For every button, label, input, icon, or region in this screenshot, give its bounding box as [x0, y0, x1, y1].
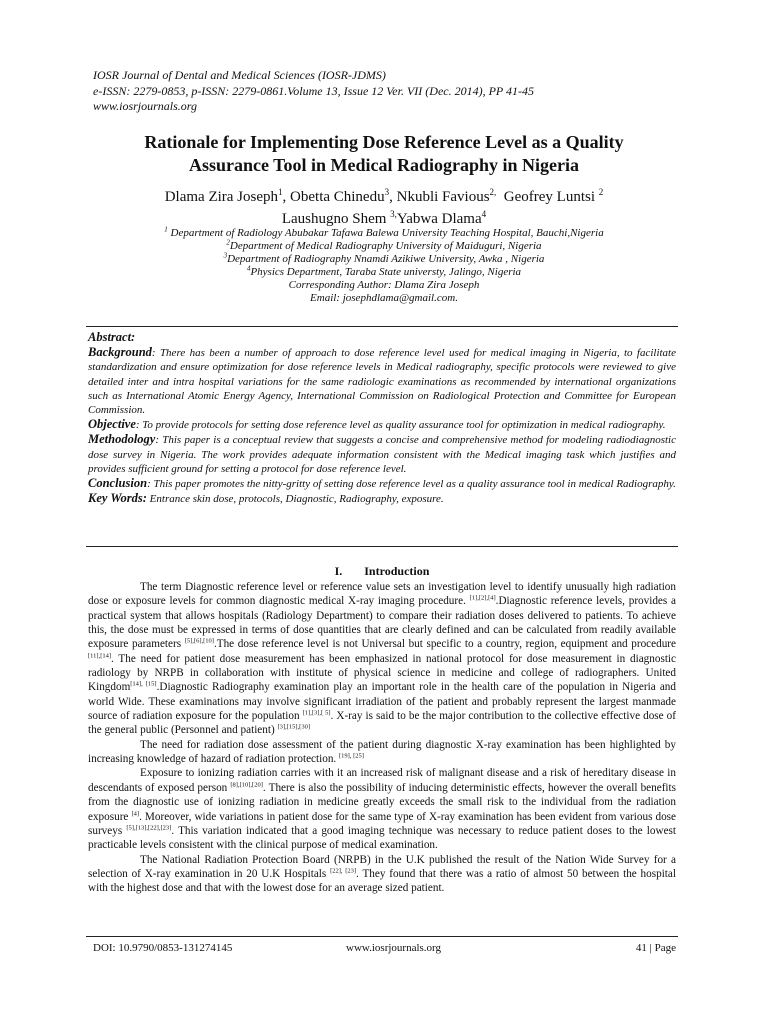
divider-footer: [86, 936, 678, 937]
divider-abstract: [86, 546, 678, 547]
author-sep: ,: [389, 189, 397, 205]
paper-title: [80, 131, 688, 177]
author-name: Nkubli Favious: [396, 189, 490, 205]
author-sup: 3,: [390, 209, 397, 219]
citation-ref: [4]: [131, 809, 140, 817]
objective-label: Objective: [88, 417, 136, 432]
affiliation-line: [80, 253, 688, 266]
methodology-text: : This paper is a conceptual review that suggests a concise and comprehensive method for modeling radiodiagnostic dose survey in Nigeria. The work provides adequate information consistent with the Medical imaging task which justifies and provides sufficient ground for setting a protocol for dose reference level.: [88, 434, 676, 475]
conclusion-label: Conclusion: [88, 476, 148, 491]
paragraph-text: . This variation indicated that a good imaging technique was necessary to reduce patient doses to the lowest practicable levels consistent with the clinical purpose of medical examination.: [88, 824, 676, 852]
body-text: [88, 580, 676, 896]
author-name: Obetta Chinedu: [290, 189, 385, 205]
citation-ref: [1],[3],[ 5]: [302, 709, 331, 717]
divider-top: [86, 326, 678, 327]
journal-issn: e-ISSN: 2279-0853, p-ISSN: 2279-0861.Volume 13, Issue 12 Ver. VII (Dec. 2014), PP 41-45: [93, 83, 535, 98]
author-sup: 1: [278, 187, 283, 197]
paragraph-text: The term Diagnostic reference level or reference value sets an investigation level to identify unusually high radiation dose or exposure levels for common diagnostic medical X-ray imaging procedure.: [88, 581, 676, 608]
authors-line-1: [80, 186, 688, 208]
citation-ref: [5],[6],[10]: [184, 637, 214, 645]
citation-ref: [3],[15],[30]: [277, 723, 310, 731]
citation-ref: [8],[10],[20]: [230, 781, 263, 789]
conclusion-text: : This paper promotes the nitty-gritty of setting dose reference level as a quality assurance tool in medical Radiography.: [147, 478, 676, 491]
body-paragraph: [88, 580, 676, 738]
abstract-methodology: [88, 432, 676, 476]
paragraph-text: The National Radiation Protection Board (NRPB) in the U.K published the result of the Nation Wide Survey for a selection of X-ray examination in 20 U.K Hospitals: [88, 853, 676, 880]
affiliation-text: Department of Radiology Abubakar Tafawa Balewa University Teaching Hospital, Bauchi,Nigeria: [167, 227, 604, 239]
abstract-conclusion: [88, 476, 676, 491]
paragraph-text: . There is also the possibility of inducing deterministic effects, however the overall benefits from the diagnostic use of ionizing radiation in medicine greatly exceeds the small risk to the individual from the radiation exposure: [88, 781, 676, 823]
corresponding-author: Corresponding Author: Dlama Zira Joseph: [288, 279, 480, 291]
author-sep: ,: [282, 189, 291, 205]
journal-site[interactable]: www.iosrjournals.org: [93, 99, 198, 113]
keywords-text: Entrance skin dose, protocols, Diagnostic, Radiography, exposure.: [146, 493, 444, 506]
affiliation-line: [80, 266, 688, 279]
author-name: Geofrey Luntsi: [503, 189, 599, 205]
body-paragraph: [88, 738, 676, 767]
section-heading: [88, 564, 676, 579]
footer-site[interactable]: www.iosrjournals.org: [346, 942, 442, 954]
background-label: Background: [88, 345, 152, 360]
author-list: [80, 186, 688, 230]
affiliation-sup: 2: [226, 238, 230, 247]
footer-page-number: 41 | Page: [635, 942, 676, 954]
journal-header: [93, 68, 534, 115]
abstract-background: [88, 345, 676, 417]
author-name: Dlama Zira Joseph: [164, 189, 279, 205]
affiliation-text: Department of Radiography Nnamdi Azikiwe University, Awka , Nigeria: [227, 253, 545, 265]
affiliation-sup: 1: [164, 225, 168, 234]
journal-name: IOSR Journal of Dental and Medical Sciences (IOSR-JDMS): [93, 68, 386, 82]
affiliations: [80, 227, 688, 305]
background-text: : There has been a number of approach to dose reference level used for medical imaging in Nigeria, to facilitate standardization and ensure optimization for dose reference levels in Medical radiography, specific protocols were reviewed to give detailed inter and intra hospital variations for the same radiologic examinations as recommended by international organizations such as International Atomic Energy Agency, International Commission on Radiological Protection and Committee for European Commission.: [88, 347, 676, 417]
affiliation-line: [80, 227, 688, 240]
email-address[interactable]: Email: josephdlama@gmail.com.: [310, 292, 458, 304]
author-sup: 4: [481, 209, 487, 219]
paragraph-text: .Diagnostic Radiography examination play an important role in the health care of the population in Nigeria and world Wide. These examinations may involve significant irradiation of the patient and probably represent the largest manmade source of radiation exposure for the population: [88, 681, 676, 723]
author-sup: 2,: [489, 187, 497, 197]
paragraph-text: . X-ray is said to be the major contribution to the collective effective dose of the general public (Personnel and patient): [88, 710, 676, 737]
paragraph-text: . The need for patient dose measurement has been emphasized in national protocol for dose measurement in diagnostic radiology by NRPB in collaboration with institute of physical science in medicine and college of radiographers. United Kingdom: [88, 652, 676, 694]
body-paragraph: [88, 853, 676, 896]
author-sep: [496, 189, 504, 205]
paragraph-text: . Moreover, wide variations in patient dose for the same type of X-ray examination has been evident from various dose surveys: [88, 810, 677, 837]
author-name: Laushugno Shem: [281, 211, 391, 227]
citation-ref: [5],[13],[22],[23]: [126, 824, 172, 832]
section-title: Introduction: [364, 564, 430, 578]
section-number: I.: [334, 564, 343, 578]
objective-text: : To provide protocols for setting dose reference level as quality assurance tool for optimization in medical radiography.: [135, 419, 666, 432]
affiliation-sup: 4: [246, 264, 251, 273]
paragraph-text: .Diagnostic reference levels, provides a practical system that allows hospitals (Radiology Department) to compare their radiation doses delivered to patients. To achieve this, the dose must be expressed in terms of dose quantities that are clearly defined and can be calculated from readily available exposure parameters: [88, 595, 676, 651]
paragraph-text: . They found that there was a ratio of almost 50 between the hospital with the highest dose and that with the lowest dose for an average sized patient.: [88, 867, 676, 895]
citation-ref: [19], [25]: [339, 752, 364, 760]
paragraph-text: .The dose reference level is not Universal but specific to a country, region, equipment and procedure: [213, 638, 676, 651]
abstract-objective: [88, 417, 676, 432]
body-paragraph: [88, 766, 676, 852]
author-name: Yabwa Dlama: [396, 211, 482, 227]
paragraph-text: The need for radiation dose assessment of the patient during diagnostic X-ray examination has been highlighted by increasing knowledge of hazard of radiation protection.: [88, 738, 676, 766]
affiliation-sup: 3: [223, 251, 228, 260]
abstract-heading: [88, 330, 676, 345]
methodology-label: Methodology: [88, 432, 156, 447]
footer-doi: DOI: 10.9790/0853-131274145: [93, 942, 233, 954]
affiliation-text: Physics Department, Taraba State universty, Jalingo, Nigeria: [250, 266, 522, 278]
author-sup: 3: [384, 187, 390, 197]
affiliation-line: [80, 240, 688, 253]
keywords-label: Key Words:: [88, 491, 147, 506]
abstract-block: [88, 330, 676, 506]
citation-ref: [11],[14]: [88, 651, 112, 659]
affiliation-text: Department of Medical Radiography University of Maiduguri, Nigeria: [229, 240, 542, 252]
citation-ref: [14], [15]: [130, 680, 157, 688]
abstract-heading-label: Abstract:: [88, 330, 136, 344]
abstract-keywords: [88, 491, 676, 506]
citation-ref: [22], [23]: [330, 867, 357, 875]
author-sup: 2: [598, 187, 604, 197]
paragraph-text: Exposure to ionizing radiation carries with it an increased risk of malignant disease and a risk of hereditary disease in descendants of exposed person: [88, 767, 676, 794]
citation-ref: [1],[2],[4]: [469, 594, 496, 602]
title-line-1: Rationale for Implementing Dose Reference Level as a Quality: [144, 132, 624, 152]
title-line-2: Assurance Tool in Medical Radiography in Nigeria: [188, 155, 580, 175]
